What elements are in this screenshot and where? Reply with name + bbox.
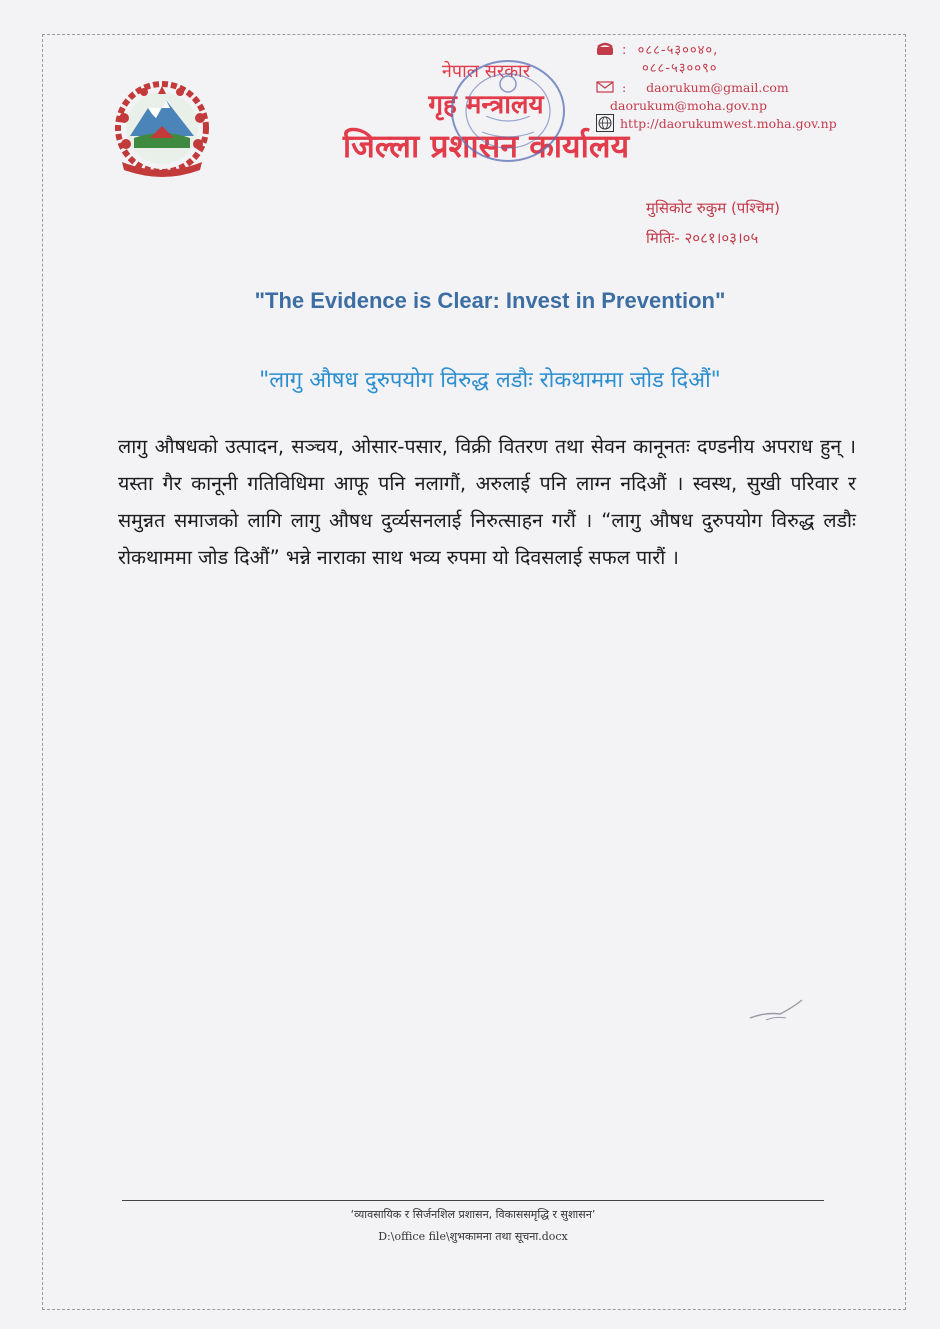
contact-block (596, 40, 886, 132)
phone-row: : ०८८-५३००४०, (596, 40, 886, 58)
email-moha[interactable]: daorukum@moha.gov.np (610, 97, 767, 113)
website-row (596, 114, 886, 132)
email-row: : daorukum@gmail.com (596, 78, 886, 96)
government-name: नेपाल सरकार (441, 61, 531, 82)
office-stamp-icon (446, 56, 570, 166)
ministry-name: गृह मन्त्रालय (428, 90, 544, 120)
footer-motto: ‘व्यावसायिक र सिर्जनशिल प्रशासन, विकाससमृद्धि र सुशासन’ (350, 1208, 596, 1221)
phone-row-2 (596, 58, 886, 76)
document-date: मितिः- २०८१।०३।०५ (646, 229, 759, 247)
office-name: जिल्ला प्रशासन कार्यालय (342, 127, 630, 165)
slogan-english: "The Evidence is Clear: Invest in Prevention" (254, 288, 726, 313)
email-row-2 (596, 96, 886, 114)
email-gmail[interactable]: daorukum@gmail.com (646, 79, 789, 95)
phone-icon (596, 42, 616, 56)
phone-number-1: ०८८-५३००४०, (637, 43, 719, 58)
slogan-nepali: "लागु औषध दुरुपयोग विरुद्ध लडौः रोकथाममा जोड दिऔं" (259, 368, 721, 393)
notice-body: लागु औषधको उत्पादन, सञ्चय, ओसार-पसार, विक्री वितरण तथा सेवन कानूनतः दण्डनीय अपराध हुन् । यस्ता गैर कानूनी गतिविधिमा आफू पनि नलागौं, अरुलाई पनि लाग्न नदिऔं । स्वस्थ, सुखी परिवार र समुन्नत समाजको लागि लागु औषध दुर्व्यसनलाई निरुत्साहन गरौं । “लागु औषध दुरुपयोग विरुद्ध लडौः रोकथाममा जोड दिऔं” भन्ने नाराका साथ भव्य रुपमा यो दिवसलाई सफल पारौं । (118, 435, 856, 569)
footer-divider (122, 1200, 824, 1201)
page-border (42, 34, 906, 1310)
footer-file-path: D:\office file\शुभकामना तथा सूचना.docx (378, 1230, 568, 1243)
office-location: मुसिकोट रुकुम (पश्चिम) (646, 199, 780, 217)
website-link[interactable]: http://daorukumwest.moha.gov.np (620, 115, 837, 131)
nepal-emblem-icon (104, 78, 220, 180)
globe-icon (596, 114, 616, 132)
envelope-icon (596, 81, 616, 93)
phone-number-2: ०८८-५३००९० (642, 61, 718, 76)
pen-scribble-icon (746, 988, 806, 1028)
